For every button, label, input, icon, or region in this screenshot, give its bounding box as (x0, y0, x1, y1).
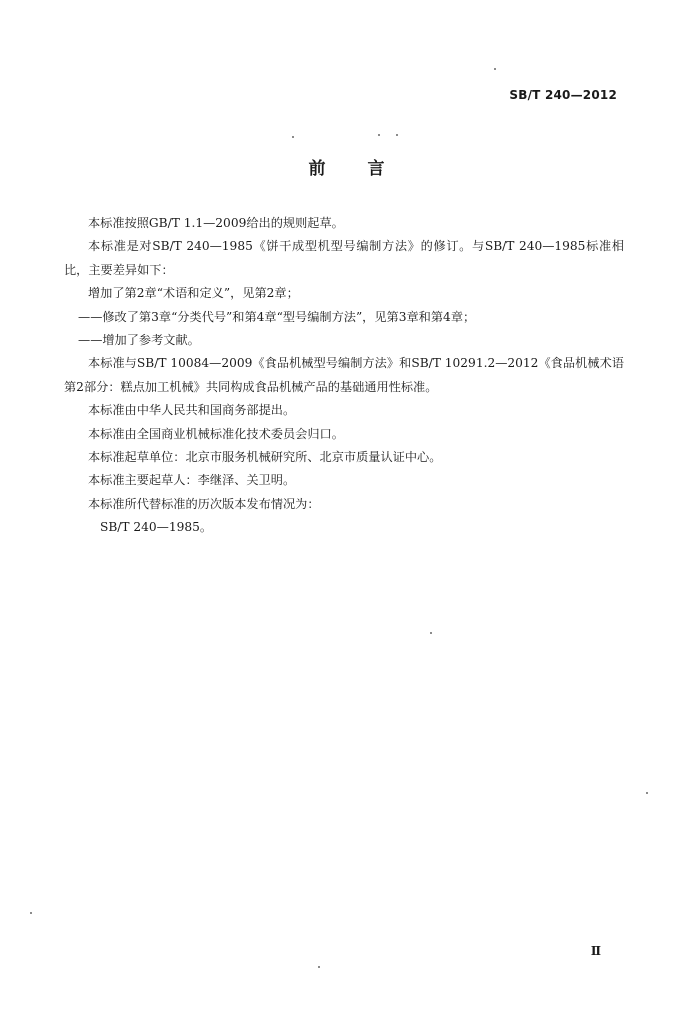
paragraph-under-jurisdiction: 本标准由全国商业机械标准化技术委员会归口。 (88, 426, 344, 441)
paragraph-proposed-by: 本标准由中华人民共和国商务部提出。 (88, 403, 296, 418)
scan-speck (378, 134, 380, 136)
scan-speck (30, 912, 32, 914)
scan-speck (292, 136, 294, 138)
scan-speck (494, 68, 496, 70)
paragraph-revision-note: 本标准是对SB/T 240—1985《饼干成型机型号编制方法》的修订。与SB/T 240—1985标准相比，主要差异如下： (64, 239, 624, 277)
paragraph-previous-editions: 本标准所代替标准的历次版本发布情况为： (88, 496, 320, 511)
document-body (64, 212, 624, 540)
standard-code: SB/T 240—2012 (509, 88, 617, 102)
paragraph-related-standards: 本标准与SB/T 10084—2009《食品机械型号编制方法》和SB/T 10291.2—2012《食品机械术语 第2部分：糕点加工机械》共同构成食品机械产品的基础通用性标准。 (64, 356, 624, 394)
paragraph-drafting-units: 本标准起草单位：北京市服务机械研究所、北京市质量认证中心。 (88, 450, 442, 465)
list-item-modified-chapters: ——修改了第3章“分类代号”和第4章“型号编制方法”，见第3章和第4章； (78, 309, 476, 324)
list-item-added-references: ——增加了参考文献。 (78, 333, 200, 348)
previous-edition-item: SB/T 240—1985。 (100, 520, 213, 535)
scan-speck (318, 966, 320, 968)
scan-speck (430, 632, 432, 634)
list-item-added-terms: 增加了第2章“术语和定义”，见第2章； (88, 286, 299, 301)
page-title: 前言 (308, 159, 427, 179)
page-number: Ⅱ (590, 944, 601, 958)
scan-speck (646, 792, 648, 794)
scan-speck (396, 134, 398, 136)
paragraph-drafting-rules: 本标准按照GB/T 1.1—2009给出的规则起草。 (88, 216, 344, 230)
paragraph-main-drafters: 本标准主要起草人：李继泽、关卫明。 (88, 473, 296, 488)
